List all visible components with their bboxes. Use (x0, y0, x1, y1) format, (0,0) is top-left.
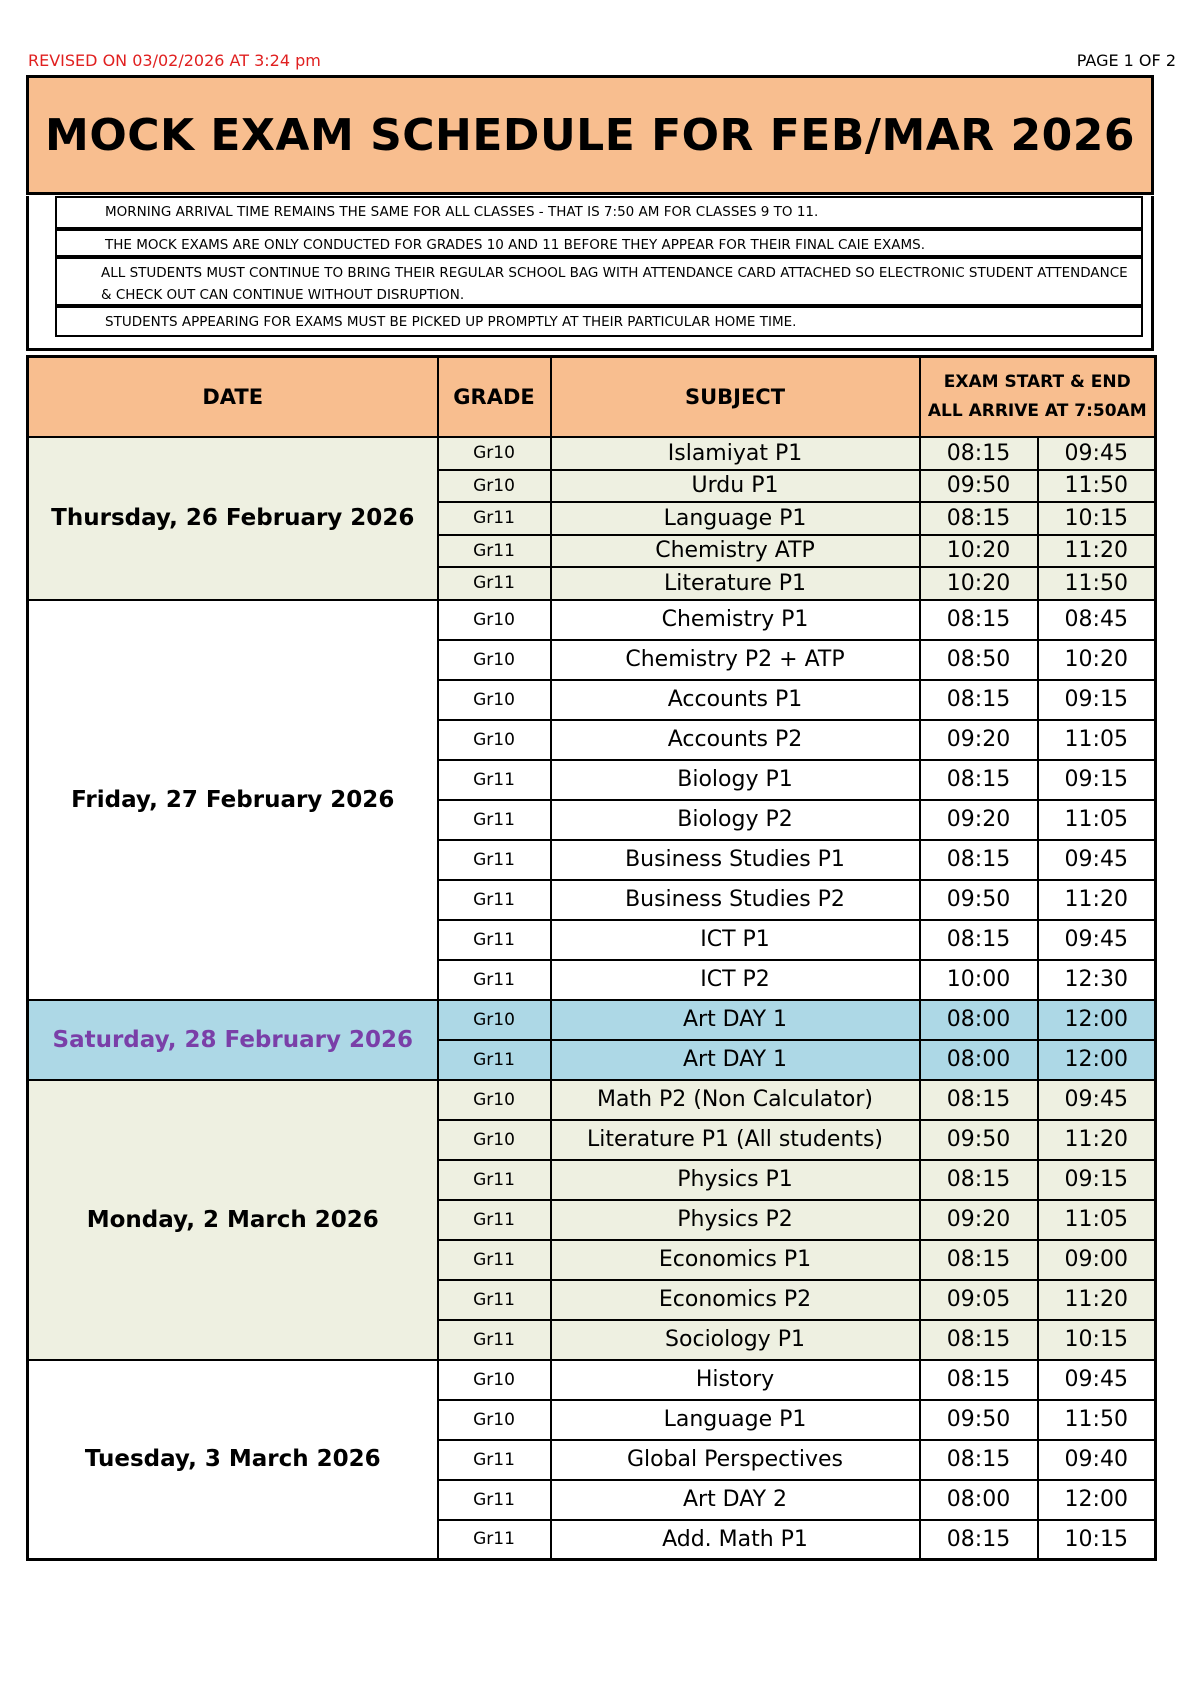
start-time-cell: 09:50 (920, 1400, 1038, 1440)
grade-cell: Gr10 (438, 470, 551, 503)
subject-cell: Language P1 (551, 502, 920, 535)
subject-cell: Urdu P1 (551, 470, 920, 503)
header-date: DATE (28, 357, 438, 438)
subject-cell: Art DAY 1 (551, 1040, 920, 1080)
start-time-cell: 10:20 (920, 535, 1038, 568)
end-time-cell: 09:15 (1038, 760, 1156, 800)
start-time-cell: 09:50 (920, 1120, 1038, 1160)
table-row (28, 600, 1156, 640)
subject-cell: Islamiyat P1 (551, 437, 920, 470)
grade-cell: Gr10 (438, 1120, 551, 1160)
grade-cell: Gr11 (438, 502, 551, 535)
start-time-cell: 08:15 (920, 1440, 1038, 1480)
notice-arrival: MORNING ARRIVAL TIME REMAINS THE SAME FOR ALL CLASSES - THAT IS 7:50 AM FOR CLASSES 9 TO 11. (55, 196, 1143, 229)
start-time-cell: 08:15 (920, 760, 1038, 800)
start-time-cell: 08:00 (920, 1040, 1038, 1080)
grade-cell: Gr11 (438, 1240, 551, 1280)
end-time-cell: 12:00 (1038, 1040, 1156, 1080)
grade-cell: Gr10 (438, 1000, 551, 1040)
grade-cell: Gr11 (438, 840, 551, 880)
grade-cell: Gr11 (438, 1320, 551, 1360)
subject-cell: Global Perspectives (551, 1440, 920, 1480)
start-time-cell: 09:20 (920, 720, 1038, 760)
grade-cell: Gr11 (438, 1480, 551, 1520)
start-time-cell: 09:50 (920, 470, 1038, 503)
start-time-cell: 08:15 (920, 437, 1038, 470)
end-time-cell: 09:15 (1038, 680, 1156, 720)
start-time-cell: 08:15 (920, 920, 1038, 960)
start-time-cell: 08:15 (920, 600, 1038, 640)
table-row (28, 437, 1156, 470)
date-cell-tuesday-3-march-2026: Tuesday, 3 March 2026 (28, 1360, 438, 1560)
end-time-cell: 10:20 (1038, 640, 1156, 680)
grade-cell: Gr11 (438, 535, 551, 568)
date-cell-friday-27-february-2026: Friday, 27 February 2026 (28, 600, 438, 1000)
notice-grades: THE MOCK EXAMS ARE ONLY CONDUCTED FOR GRADES 10 AND 11 BEFORE THEY APPEAR FOR THEIR FINAL CAIE EXAMS. (55, 229, 1143, 257)
subject-cell: Art DAY 1 (551, 1000, 920, 1040)
table-header-row (28, 357, 1156, 438)
exam-schedule-table (26, 355, 1157, 1561)
grade-cell: Gr10 (438, 720, 551, 760)
grade-cell: Gr10 (438, 1400, 551, 1440)
start-time-cell: 08:15 (920, 1360, 1038, 1400)
subject-cell: Business Studies P2 (551, 880, 920, 920)
grade-cell: Gr11 (438, 960, 551, 1000)
subject-cell: Math P2 (Non Calculator) (551, 1080, 920, 1120)
header-exam-start-end: EXAM START & END (943, 372, 1131, 392)
end-time-cell: 10:15 (1038, 1320, 1156, 1360)
end-time-cell: 09:45 (1038, 840, 1156, 880)
subject-cell: Biology P1 (551, 760, 920, 800)
start-time-cell: 08:15 (920, 840, 1038, 880)
table-row (28, 1080, 1156, 1120)
end-time-cell: 11:50 (1038, 470, 1156, 503)
end-time-cell: 09:45 (1038, 437, 1156, 470)
grade-cell: Gr11 (438, 800, 551, 840)
grade-cell: Gr10 (438, 1080, 551, 1120)
subject-cell: History (551, 1360, 920, 1400)
start-time-cell: 08:00 (920, 1480, 1038, 1520)
subject-cell: Economics P2 (551, 1280, 920, 1320)
page-title: MOCK EXAM SCHEDULE FOR FEB/MAR 2026 (45, 109, 1135, 161)
end-time-cell: 11:05 (1038, 800, 1156, 840)
grade-cell: Gr10 (438, 600, 551, 640)
subject-cell: Add. Math P1 (551, 1520, 920, 1560)
end-time-cell: 09:15 (1038, 1160, 1156, 1200)
end-time-cell: 10:15 (1038, 1520, 1156, 1560)
start-time-cell: 08:15 (920, 1160, 1038, 1200)
end-time-cell: 10:15 (1038, 502, 1156, 535)
subject-cell: Chemistry ATP (551, 535, 920, 568)
notice-pickup: STUDENTS APPEARING FOR EXAMS MUST BE PICKED UP PROMPTLY AT THEIR PARTICULAR HOME TIME. (55, 306, 1143, 337)
end-time-cell: 11:05 (1038, 1200, 1156, 1240)
notice-box (26, 196, 1154, 351)
table-row (28, 1000, 1156, 1040)
end-time-cell: 11:20 (1038, 1280, 1156, 1320)
grade-cell: Gr11 (438, 920, 551, 960)
subject-cell: Physics P1 (551, 1160, 920, 1200)
grade-cell: Gr11 (438, 1280, 551, 1320)
grade-cell: Gr11 (438, 760, 551, 800)
start-time-cell: 09:05 (920, 1280, 1038, 1320)
grade-cell: Gr11 (438, 567, 551, 600)
subject-cell: Economics P1 (551, 1240, 920, 1280)
grade-cell: Gr11 (438, 880, 551, 920)
start-time-cell: 09:20 (920, 800, 1038, 840)
table-row (28, 1360, 1156, 1400)
header-arrival-time: ALL ARRIVE AT 7:50AM (927, 401, 1147, 421)
date-cell-thursday-26-february-2026: Thursday, 26 February 2026 (28, 437, 438, 600)
revised-note: REVISED ON 03/02/2026 AT 3:24 pm (28, 51, 321, 70)
start-time-cell: 08:00 (920, 1000, 1038, 1040)
grade-cell: Gr10 (438, 1360, 551, 1400)
end-time-cell: 09:45 (1038, 1080, 1156, 1120)
grade-cell: Gr11 (438, 1160, 551, 1200)
subject-cell: Biology P2 (551, 800, 920, 840)
grade-cell: Gr10 (438, 640, 551, 680)
end-time-cell: 11:50 (1038, 1400, 1156, 1440)
start-time-cell: 08:15 (920, 502, 1038, 535)
grade-cell: Gr10 (438, 437, 551, 470)
subject-cell: Business Studies P1 (551, 840, 920, 880)
start-time-cell: 09:20 (920, 1200, 1038, 1240)
end-time-cell: 12:00 (1038, 1000, 1156, 1040)
start-time-cell: 09:50 (920, 880, 1038, 920)
header-grade: GRADE (438, 357, 551, 438)
start-time-cell: 08:15 (920, 1080, 1038, 1120)
grade-cell: Gr11 (438, 1200, 551, 1240)
subject-cell: Sociology P1 (551, 1320, 920, 1360)
date-cell-monday-2-march-2026: Monday, 2 March 2026 (28, 1080, 438, 1360)
end-time-cell: 11:20 (1038, 1120, 1156, 1160)
subject-cell: ICT P2 (551, 960, 920, 1000)
subject-cell: Physics P2 (551, 1200, 920, 1240)
notice-school-bag: ALL STUDENTS MUST CONTINUE TO BRING THEIR REGULAR SCHOOL BAG WITH ATTENDANCE CARD ATTACHED SO ELECTRONIC STUDENT ATTENDANCE & CHECK OUT CAN CONTINUE WITHOUT DISRUPTION. (55, 257, 1143, 306)
subject-cell: Accounts P2 (551, 720, 920, 760)
end-time-cell: 12:00 (1038, 1480, 1156, 1520)
header-subject: SUBJECT (551, 357, 920, 438)
grade-cell: Gr11 (438, 1440, 551, 1480)
subject-cell: Art DAY 2 (551, 1480, 920, 1520)
subject-cell: Accounts P1 (551, 680, 920, 720)
grade-cell: Gr11 (438, 1040, 551, 1080)
end-time-cell: 12:30 (1038, 960, 1156, 1000)
subject-cell: Chemistry P1 (551, 600, 920, 640)
end-time-cell: 08:45 (1038, 600, 1156, 640)
end-time-cell: 11:05 (1038, 720, 1156, 760)
end-time-cell: 09:45 (1038, 1360, 1156, 1400)
grade-cell: Gr11 (438, 1520, 551, 1560)
end-time-cell: 09:45 (1038, 920, 1156, 960)
end-time-cell: 09:40 (1038, 1440, 1156, 1480)
grade-cell: Gr10 (438, 680, 551, 720)
start-time-cell: 08:15 (920, 1320, 1038, 1360)
end-time-cell: 11:50 (1038, 567, 1156, 600)
date-cell-saturday-28-february-2026: Saturday, 28 February 2026 (28, 1000, 438, 1080)
start-time-cell: 10:00 (920, 960, 1038, 1000)
title-banner (26, 75, 1154, 195)
start-time-cell: 08:50 (920, 640, 1038, 680)
subject-cell: Literature P1 (551, 567, 920, 600)
subject-cell: Chemistry P2 + ATP (551, 640, 920, 680)
end-time-cell: 11:20 (1038, 880, 1156, 920)
start-time-cell: 08:15 (920, 1240, 1038, 1280)
start-time-cell: 08:15 (920, 680, 1038, 720)
header-exam-times (920, 357, 1156, 438)
table-body (28, 437, 1156, 1560)
start-time-cell: 08:15 (920, 1520, 1038, 1560)
end-time-cell: 11:20 (1038, 535, 1156, 568)
start-time-cell: 10:20 (920, 567, 1038, 600)
end-time-cell: 09:00 (1038, 1240, 1156, 1280)
subject-cell: Language P1 (551, 1400, 920, 1440)
page-number: PAGE 1 OF 2 (1076, 51, 1176, 70)
subject-cell: ICT P1 (551, 920, 920, 960)
subject-cell: Literature P1 (All students) (551, 1120, 920, 1160)
